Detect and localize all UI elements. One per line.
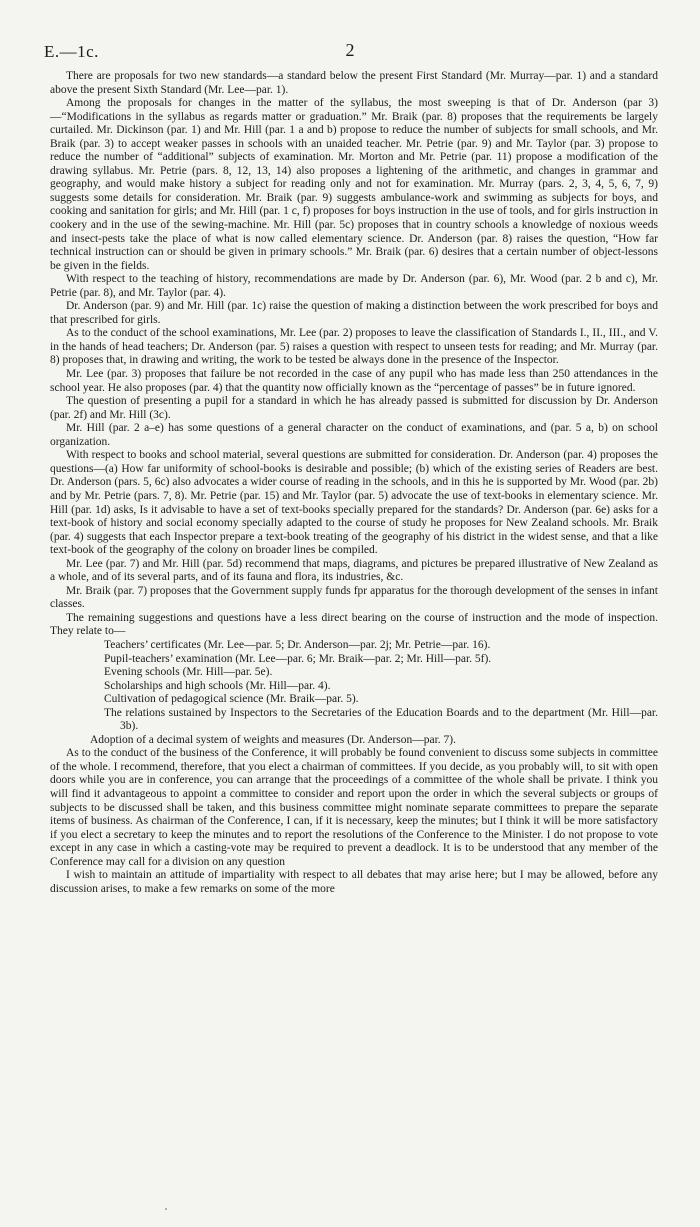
list-item: Pupil-teachers’ examination (Mr. Lee—par. 6; Mr. Braik—par. 2; Mr. Hill—par. 5f). [104, 652, 492, 665]
paragraph-remaining-suggestions: The remaining suggestions and questions have a less direct bearing on the course of instruction and the mode of inspection. They relate to— [50, 611, 658, 638]
paragraph-books-material: With respect to books and school material, several questions are submitted for consideration. Dr. Anderson (par. 4) proposes the questions—(a) How far uniformity of school-books is desirable and possible; (b) which of the existing series of Readers are best. Dr. Anderson (pars. 5, 6c) also advocates a wider course of reading in the schools, and in this he is supported by Mr. Wood (par. 2b) and by Mr. Petrie (pars. 7, 8). Mr. Petrie (par. 15) and Mr. Taylor (par. 5) advocate the use of text-books in elementary science. Mr. Hill (par. 1d) asks, Is it advisable to have a set of text-books specially prepared for the standards? Dr. Anderson (par. 6e) asks for a text-book of history and social economy specially adapted to the course of study he proposes for New Zealand schools. Mr. Braik (par. 4) suggests that each Inspector prepare a text-book treating of the geography of his district in the widest sense, and that a like text-book of the geography of the colony on broader lines be compiled. [50, 449, 658, 557]
print-speck [165, 1208, 167, 1210]
paragraph-apparatus-funds: Mr. Braik (par. 7) proposes that the Government supply funds fpr apparatus for the thorough development of the senses in infant classes. [50, 584, 658, 611]
paragraph-school-examinations: As to the conduct of the school examinations, Mr. Lee (par. 2) proposes to leave the classification of Standards I., II., III., and V. in the hands of head teachers; Dr. Anderson (par. 5) raises a question with respect to unseen tests for reading; and Mr. Murray (par. 8) proposes that, in drawing and writing, the work to be tested be always done in the presence of the Inspector. [50, 327, 658, 367]
paragraph-boys-girls-distinction: Dr. Anderson (par. 9) and Mr. Hill (par. 1c) raise the question of making a distinction between the work prescribed for boys and that prescribed for girls. [50, 300, 658, 326]
paragraph-failure-records: Mr. Lee (par. 3) proposes that failure be not recorded in the case of any pupil who has made less than 250 attendances in the school year. He also proposes (par. 4) that the quantity now officially known as the “percentage of passes” be in future ignored. [50, 368, 658, 394]
list-item: The relations sustained by Inspectors to the Secretaries of the Education Boards and to the department (Mr. Hill—par. 3b). [104, 706, 658, 733]
list-item: Teachers’ certificates (Mr. Lee—par. 5; Dr. Anderson—par. 2j; Mr. Petrie—par. 16). [104, 638, 491, 651]
list-item: Scholarships and high schools (Mr. Hill—par. 4). [104, 679, 331, 692]
list-item: Cultivation of pedagogical science (Mr. Braik—par. 5). [104, 693, 359, 706]
list-item: Evening schools (Mr. Hill—par. 5e). [104, 666, 273, 679]
page-number: 2 [345, 40, 355, 60]
paragraph-impartiality: I wish to maintain an attitude of impartiality with respect to all debates that may arise here; but I may be allowed, before any discussion arises, to make a few remarks on some of the more [50, 869, 658, 895]
paragraph-repeat-standard: The question of presenting a pupil for a standard in which he has already passed is submitted for discussion by Dr. Anderson (par. 2f) and Mr. Hill (3c). [50, 395, 658, 421]
related-topics-list [50, 639, 658, 734]
paragraph-new-standards: There are proposals for two new standards—a standard below the present First Standard (Mr. Murray—par. 1) and a standard above the present Sixth Standard (Mr. Lee—par. 1). [50, 70, 658, 96]
paragraph-general-questions: Mr. Hill (par. 2 a–e) has some questions of a general character on the conduct of examinations, and (par. 5 a, b) on school organization. [50, 422, 658, 448]
paragraph-syllabus-changes: Among the proposals for changes in the matter of the syllabus, the most sweeping is that of Dr. Anderson (par 3)—“Modifications in the syllabus as regards matter or graduation.” Mr. Braik (par. 8) proposes that the requirements be largely curtailed. Mr. Dickinson (par. 1) and Mr. Hill (par. 1 a and b) propose to reduce the number of subjects for small schools, and Mr. Braik (par. 3) to accept weaker passes in schools with an unaided teacher. Mr. Petrie (par. 9) and Mr. Taylor (par. 3) propose to reduce the number of “additional” subjects of examination. Mr. Morton and Mr. Petrie (par. 11) propose a modification of the drawing syllabus. Mr. Petrie (pars. 8, 12, 13, 14) also proposes a lightening of the arithmetic, and changes in grammar and geography, and would make history a subject for reading only and not for examination. Mr. Murray (pars. 2, 3, 4, 5, 6, 7, 9) suggests some details for consideration. Mr. Braik (par. 9) suggests ambulance-work and swimming as subjects for boys, and cooking and sanitation for girls; and Mr. Hill (par. 1 c, f) proposes for boys instruction in the use of tools, and for girls instruction in cookery and in the use of the sewing-machine. Mr. Hill (par. 5c) proposes that in country schools a knowledge of noxious weeds and insect-pests take the place of what is now called elementary science. Dr. Anderson (par. 8) raises the question, “How far technical instruction can or should be given in primary schools.” Mr. Braik (par. 6) desires that a certain number of object-lessons be given in the fields. [50, 97, 658, 272]
running-head: E.—1c. [44, 42, 99, 61]
adoption-item: Adoption of a decimal system of weights and measures (Dr. Anderson—par. 7). [90, 733, 457, 746]
paragraph-maps-diagrams: Mr. Lee (par. 7) and Mr. Hill (par. 5d) recommend that maps, diagrams, and pictures be prepared illustrative of New Zealand as a whole, and of its several parts, and of its fauna and flora, its industries, &c. [50, 557, 658, 584]
body-text [50, 70, 658, 896]
paragraph-conference-business: As to the conduct of the business of the Conference, it will probably be found convenient to discuss some subjects in committee of the whole. I recommend, therefore, that you elect a chairman of committees. If you decide, as you probably will, to sit with open doors while you are in conference, you can arrange that the proceedings of a committee of the whole shall be private. I think you will find it advantageous to appoint a committee to consider and report upon the order in which the several subjects or groups of subjects to be discussed shall be taken, and this business committee might nominate separate committees to prepare the separate items of business. As chairman of the Conference, I can, if it is necessary, keep the minutes; but I think it will be more satisfactory if you elect a secretary to keep the minutes and to report the resolutions of the Conference to the Minister. I do not propose to vote except in any case in which a casting-vote may be required to prevent a deadlock. It is to be understood that any member of the Conference may call for a division on any question [50, 747, 658, 868]
paragraph-history-teaching: With respect to the teaching of history, recommendations are made by Dr. Anderson (par. 6), Mr. Wood (par. 2 b and c), Mr. Petrie (par. 8), and Mr. Taylor (par. 4). [50, 273, 658, 299]
